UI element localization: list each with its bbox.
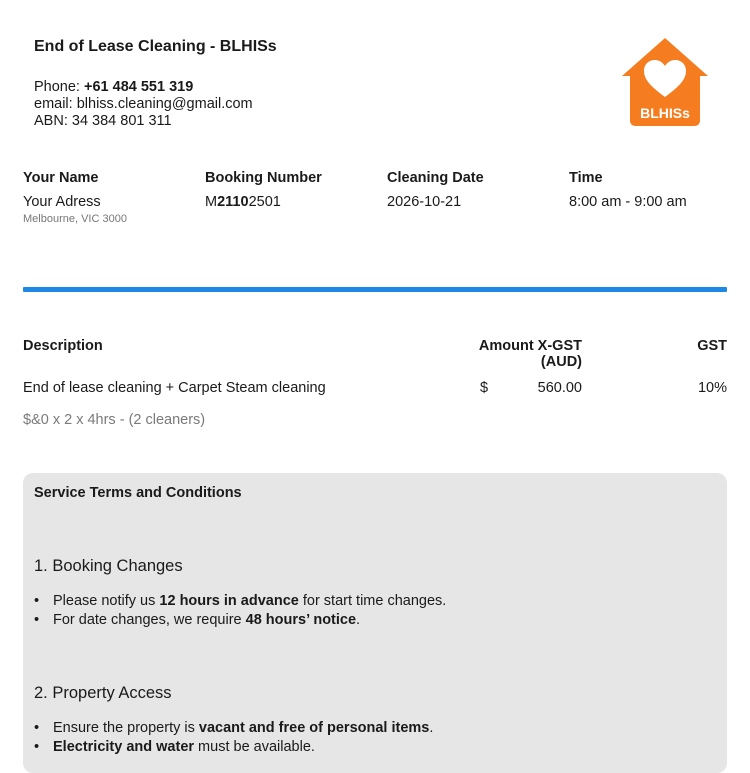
address-sub: Melbourne, VIC 3000 (23, 213, 127, 225)
customer-column (23, 170, 127, 225)
booking-changes-list (34, 592, 446, 630)
section-divider (23, 287, 727, 292)
time-label: Time (569, 170, 603, 186)
phone-line (34, 79, 253, 96)
time-column (569, 170, 687, 210)
house-heart-logo-icon (620, 36, 710, 128)
cleaning-date-value: 2026-10-21 (387, 194, 462, 210)
gst-header: GST (697, 338, 727, 354)
line-item-description: End of lease cleaning + Carpet Steam cleaning (23, 380, 326, 396)
phone-number[interactable]: +61 484 551 319 (84, 79, 194, 95)
list-item: • Please notify us 12 hours in advance for start time changes. (34, 593, 447, 609)
booking-number-column (205, 170, 322, 210)
abn-number: 34 384 801 311 (71, 113, 172, 129)
contact-block (34, 79, 253, 130)
phone-label: Phone: (34, 79, 80, 95)
currency-symbol: $ (480, 380, 489, 396)
cleaning-date-column (387, 170, 484, 210)
company-name: End of Lease Cleaning - BLHISs (34, 38, 277, 55)
line-item-detail: $&0 x 2 x 4hrs - (2 cleaners) (23, 412, 206, 428)
logo-text: BLHISs (640, 105, 690, 121)
section-booking-changes-heading: 1. Booking Changes (34, 557, 183, 575)
name-label: Your Name (23, 170, 99, 186)
terms-title: Service Terms and Conditions (34, 485, 242, 501)
line-item-gst: 10% (697, 380, 727, 396)
list-item: • Ensure the property is vacant and free of personal items. (34, 720, 434, 736)
email-line (34, 96, 253, 113)
abn-label: ABN: (34, 113, 68, 129)
list-item: • Electricity and water must be available. (34, 739, 315, 755)
amount-header: Amount X-GST (AUD) (478, 338, 582, 370)
description-header: Description (23, 338, 103, 354)
property-access-list (34, 719, 433, 757)
name-value: Your Adress (23, 194, 101, 210)
booking-number-label: Booking Number (205, 170, 322, 186)
abn-line (34, 113, 253, 130)
email-label: email: (34, 96, 73, 112)
list-item: • For date changes, we require 48 hours’ notice. (34, 612, 361, 628)
section-property-access-heading: 2. Property Access (34, 684, 172, 702)
time-value: 8:00 am - 9:00 am (569, 194, 687, 210)
cleaning-date-label: Cleaning Date (387, 170, 484, 186)
booking-number-value: M21102501 (205, 194, 281, 210)
line-item-amount: 560.00 (537, 380, 582, 396)
email-address[interactable]: blhiss.cleaning@gmail.com (76, 96, 253, 112)
